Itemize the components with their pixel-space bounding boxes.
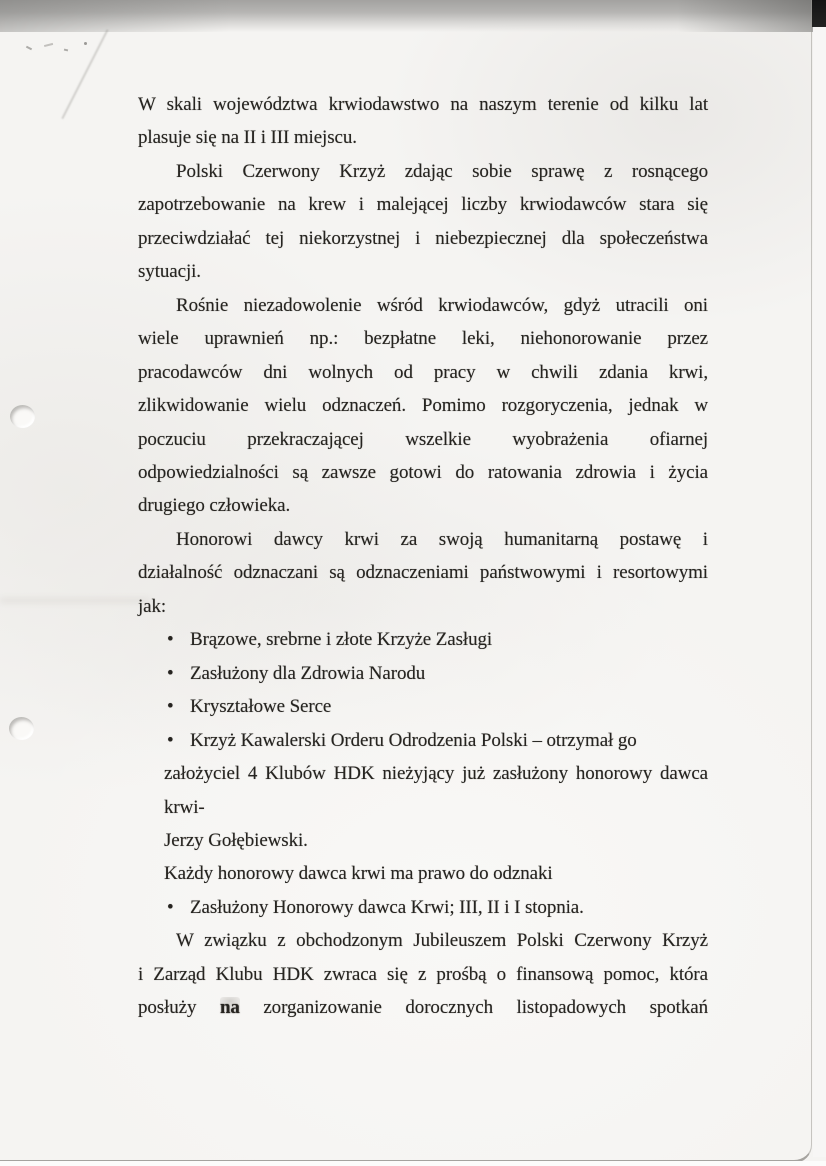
text-line [138, 556, 708, 589]
text-span: W skali województwa krwiodawstwo na naszym terenie od kilku lat [138, 94, 708, 115]
text-span: sytuacji. [138, 261, 201, 283]
text-span: poczuciu przekraczającej wszelkie wyobrażenia ofiarnej [138, 428, 708, 450]
text-span: i Zarząd Klubu HDK zwraca się z prośbą o finansową pomoc, która [138, 963, 708, 985]
text-span: pracodawców dni wolnych od pracy w chwili zdania krwi, [138, 361, 708, 383]
bullet-icon: • [167, 629, 174, 651]
bullet-icon: • [167, 896, 174, 918]
pencil-mark [84, 42, 87, 45]
text-line [138, 389, 708, 422]
text-span: W związku z obchodzonym Jubileuszem Polski Czerwony Krzyż [176, 930, 708, 952]
text-span: działalność odznaczani są odznaczeniami państwowymi i resortowymi [138, 562, 708, 584]
text-line [138, 791, 708, 824]
text-span: jak: [138, 595, 167, 617]
text-span: Rośnie niezadowolenie wśród krwiodawców, gdyż utracili oni [176, 294, 708, 316]
scan-edge-top [0, 0, 826, 32]
text-span: założyciel 4 Klubów HDK nieżyjący już zasłużony honorowy dawca [164, 763, 708, 785]
text-span: zapotrzebowanie na krew i malejącej liczby krwiodawców stara się [138, 194, 708, 216]
text-span: Każdy honorowy dawca krwi ma prawo do odznaki [164, 863, 553, 885]
text-line [138, 991, 708, 1024]
page-edge-right [813, 27, 826, 1157]
crease-line [0, 598, 150, 603]
text-span: wiele uprawnień np.: bezpłatne leki, niehonorowanie przez [138, 328, 708, 350]
text-span: zlikwidowanie wielu odznaczeń. Pomimo rozgoryczenia, jednak w [138, 395, 708, 417]
text-span: Brązowe, srebrne i złote Krzyże Zasługi [190, 629, 493, 651]
text-span: zorganizowanie dorocznych listopadowych spotkań [239, 997, 708, 1019]
bullet-icon: • [167, 662, 174, 684]
text-line [138, 489, 708, 522]
page-edge-bottom [0, 1161, 826, 1166]
punch-hole [9, 717, 34, 740]
text-span: Kryształowe Serce [190, 696, 332, 718]
text-line [138, 623, 708, 656]
text-line [138, 657, 708, 690]
text-line [138, 155, 708, 188]
text-line [138, 958, 708, 991]
scan-corner-chip [812, 0, 826, 27]
text-span: Honorowi dawcy krwi za swoją humanitarną postawę i [176, 528, 708, 550]
text-span: plasuje się na II i III miejscu. [138, 127, 357, 149]
text-line [138, 824, 708, 857]
text-line [138, 456, 708, 489]
text-line [138, 88, 708, 121]
punch-hole [10, 405, 35, 428]
text-line [138, 757, 708, 790]
text-span: drugiego człowieka. [138, 495, 291, 517]
text-line [138, 523, 708, 556]
text-line [138, 322, 708, 355]
text-span: Zasłużony dla Zdrowia Narodu [190, 662, 426, 684]
text-line [138, 924, 708, 957]
text-line [138, 356, 708, 389]
text-span: Krzyż Kawalerski Orderu Odrodzenia Polski – otrzymał go [190, 729, 637, 751]
text-line [138, 590, 708, 623]
text-line [138, 690, 708, 723]
text-span: odpowiedzialności są zawsze gotowi do ratowania zdrowia i życia [138, 461, 708, 483]
text-span: krwi- [164, 796, 205, 818]
text-span: posłuży [138, 997, 220, 1019]
text-line [138, 222, 708, 255]
text-line [138, 255, 708, 288]
text-line [138, 423, 708, 456]
text-line [138, 289, 708, 322]
text-span: Jerzy Gołębiewski. [164, 829, 308, 851]
text-span: Zasłużony Honorowy dawca Krwi; III, II i I stopnia. [190, 896, 584, 918]
text-line [138, 121, 708, 154]
text-line [138, 724, 708, 757]
bullet-icon: • [167, 729, 174, 751]
smudged-word: na [219, 997, 240, 1019]
bullet-icon: • [167, 696, 174, 718]
page-text [138, 88, 708, 1025]
text-span: przeciwdziałać tej niekorzystnej i niebezpiecznej dla społeczeństwa [138, 227, 708, 249]
text-line [138, 188, 708, 221]
text-line [138, 891, 708, 924]
text-span: Polski Czerwony Krzyż zdając sobie sprawę z rosnącego [176, 160, 708, 182]
text-line [138, 857, 708, 890]
